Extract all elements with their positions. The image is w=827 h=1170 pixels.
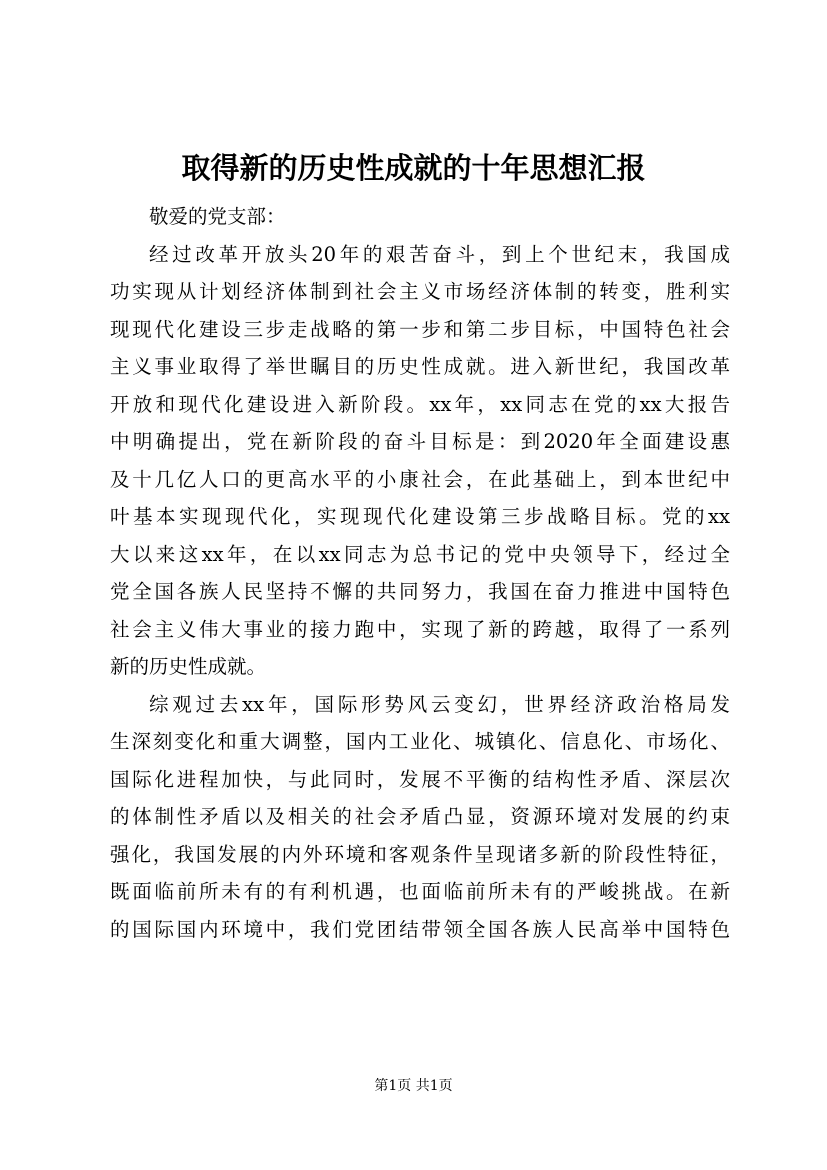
paragraph-line: 经过改革开放头20年的艰苦奋斗，到上个世纪末，我国成 <box>149 242 730 266</box>
paragraph-line: 叶基本实现现代化，实现现代化建设第三步战略目标。党的xx <box>110 505 730 528</box>
paragraph-line: 大以来这xx年，在以xx同志为总书记的党中央领导下，经过全 <box>110 542 730 566</box>
paragraph-line: 现现代化建设三步走战略的第一步和第二步目标，中国特色社会 <box>110 317 730 341</box>
paragraph-line: 既面临前所未有的有利机遇，也面临前所未有的严峻挑战。在新 <box>110 880 730 903</box>
paragraph-line: 的体制性矛盾以及相关的社会矛盾凸显，资源环境对发展的约束 <box>110 805 730 828</box>
page-footer: 第1页 共1页 <box>374 1078 453 1094</box>
paragraph-1 <box>110 236 730 686</box>
document-title: 取得新的历史性成就的十年思想汇报 <box>181 151 646 185</box>
paragraph-line: 的国际国内环境中，我们党团结带领全国各族人民高举中国特色 <box>110 917 730 941</box>
paragraph-line: 生深刻变化和重大调整，国内工业化、城镇化、信息化、市场化、 <box>110 730 730 753</box>
document-body <box>110 198 730 948</box>
paragraph-line: 主义事业取得了举世瞩目的历史性成就。进入新世纪，我国改革 <box>110 355 730 378</box>
paragraph-2 <box>110 686 730 949</box>
paragraph-line: 及十几亿人口的更高水平的小康社会，在此基础上，到本世纪中 <box>110 467 730 491</box>
paragraph-line: 社会主义伟大事业的接力跑中，实现了新的跨越，取得了一系列 <box>110 617 730 641</box>
paragraph-line: 中明确提出，党在新阶段的奋斗目标是：到2020年全面建设惠 <box>110 430 730 453</box>
paragraph-line: 综观过去xx年，国际形势风云变幻，世界经济政治格局发 <box>149 692 730 716</box>
salutation: 敬爱的党支部： <box>149 205 286 228</box>
paragraph-line: 新的历史性成就。 <box>110 655 267 678</box>
paragraph-line: 国际化进程加快，与此同时，发展不平衡的结构性矛盾、深层次 <box>110 767 730 791</box>
paragraph-line: 强化，我国发展的内外环境和客观条件呈现诸多新的阶段性特征， <box>110 842 730 866</box>
paragraph-line: 党全国各族人民坚持不懈的共同努力，我国在奋力推进中国特色 <box>110 580 730 603</box>
paragraph-line: 开放和现代化建设进入新阶段。xx年，xx同志在党的xx大报告 <box>110 392 730 416</box>
paragraph-line: 功实现从计划经济体制到社会主义市场经济体制的转变，胜利实 <box>110 280 730 303</box>
